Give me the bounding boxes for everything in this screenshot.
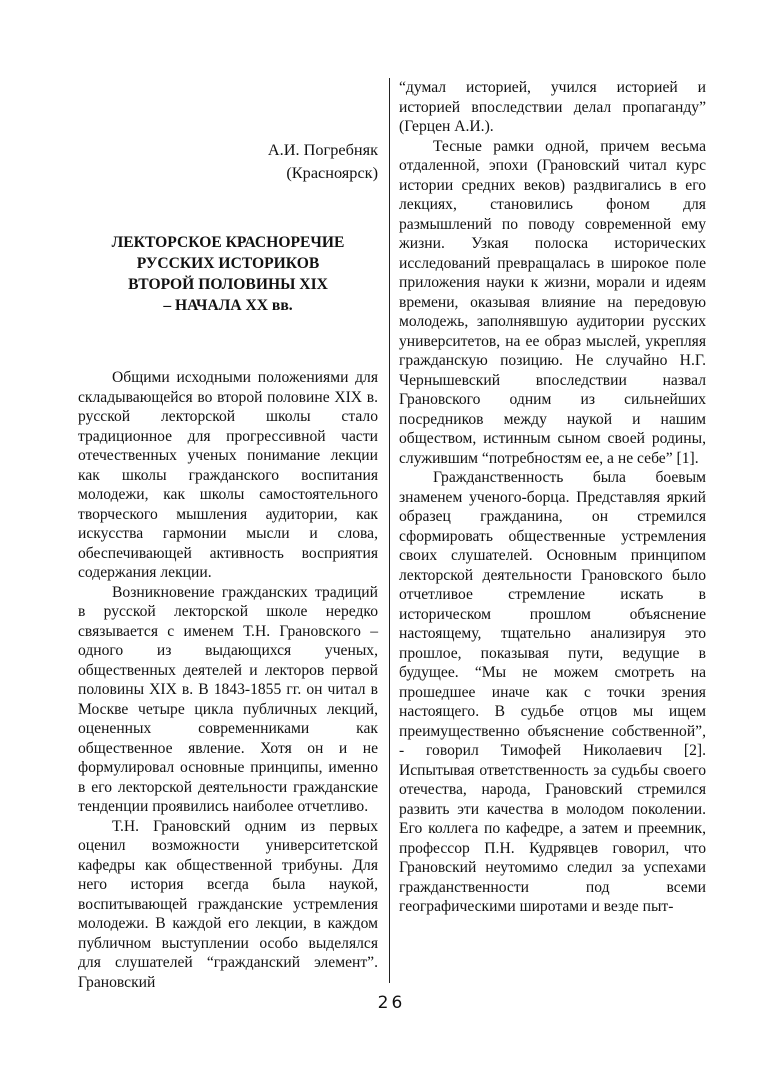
author-city: (Красноярск) <box>286 163 378 182</box>
column-divider <box>389 78 390 983</box>
author-name: А.И. Погребняк <box>267 140 378 159</box>
left-body <box>78 368 378 992</box>
paragraph: Общими исходными положениями для складывающейся во второй половине XIX в. русской лекторской школы стало традиционное для прогрессивной части отечественных ученых понимание лекции как школы гражданского воспитания молодежи, как школы самостоятельного творческого мышления аудитории, как искусства гармонии мысли и слова, обеспечивающей активность восприятия содержания лекции. <box>78 369 378 581</box>
right-body <box>399 78 706 917</box>
page-number: 26 <box>377 993 406 1013</box>
left-column <box>78 138 378 992</box>
paragraph: Тесные рамки одной, причем весьма отдаленной, эпохи (Грановский читал курс истории средних веков) раздвигались в его лекциях, становились фоном для размышлений по поводу современной ему жизни. Узкая полоска исторических исследований превращалась в широкое поле приложения науки к жизни, морали и идеям времени, оказывая влияние на передовую молодежь, заполнявшую аудитории русских университетов, на ее образ мыслей, укрепляя гражданскую позицию. Не случайно Н.Г. Чернышевский впоследствии назвал Грановского одним из сильнейших посредников между наукой и нашим обществом, истинным сыном своей родины, служившим “потребностям ее, а не себе” [1]. <box>399 137 706 467</box>
paragraph: Возникновение гражданских традиций в русской лекторской школе нередко связывается с именем Т.Н. Грановского – одного из выдающихся ученых, общественных деятелей и лекторов первой половины XIX в. В 1843-1855 гг. он читал в Москве четыре цикла публичных лекций, оцененных современниками как общественное явление. Хотя он и не формулировал основные принципы, именно в его лекторской деятельности гражданские тенденции проявились наиболее отчетливо. <box>78 583 378 815</box>
title-line: ЛЕКТОРСКОЕ КРАСНОРЕЧИЕ <box>111 234 345 251</box>
author-block <box>78 138 378 184</box>
title-line: – НАЧАЛА XX вв. <box>163 297 293 314</box>
paragraph: Т.Н. Грановский одним из первых оценил возможности университетской кафедры как общественной трибуны. Для него история всегда была наукой, воспитывающей гражданские устремления молодежи. В каждой его лекции, в каждом публичном выступлении особо выделялся для слушателей “гражданский элемент”. Грановский <box>78 817 378 991</box>
title-line: ВТОРОЙ ПОЛОВИНЫ XIX <box>128 276 328 293</box>
paragraph: “думал историей, учился историей и историей впоследствии делал пропаганду” (Герцен А.И.). <box>399 79 706 135</box>
right-column <box>399 78 706 917</box>
paragraph: Гражданственность была боевым знаменем ученого-борца. Представляя яркий образец гражданина, он стремился сформировать общественные устремления своих слушателей. Основным принципом лекторской деятельности Грановского было отчетливое стремление искать в историческом прошлом объяснение настоящему, тщательно анализируя это прошлое, показывая пути, ведущие в будущее. “Мы не можем смотреть на прошедшее иначе как с точки зрения настоящего. В судьбе отцов мы ищем преимущественно объяснение собственной”, - говорил Тимофей Николаевич [2]. Испытывая ответственность за судьбы своего отечества, народа, Грановский стремился развить эти качества в молодом поколении. Его коллега по кафедре, а затем и преемник, профессор П.Н. Кудрявцев говорил, что Грановский неутомимо следил за успехами гражданственности под всеми географическими широтами и везде пыт- <box>399 469 706 915</box>
title-line: РУССКИХ ИСТОРИКОВ <box>136 255 320 272</box>
article-title <box>78 232 378 316</box>
